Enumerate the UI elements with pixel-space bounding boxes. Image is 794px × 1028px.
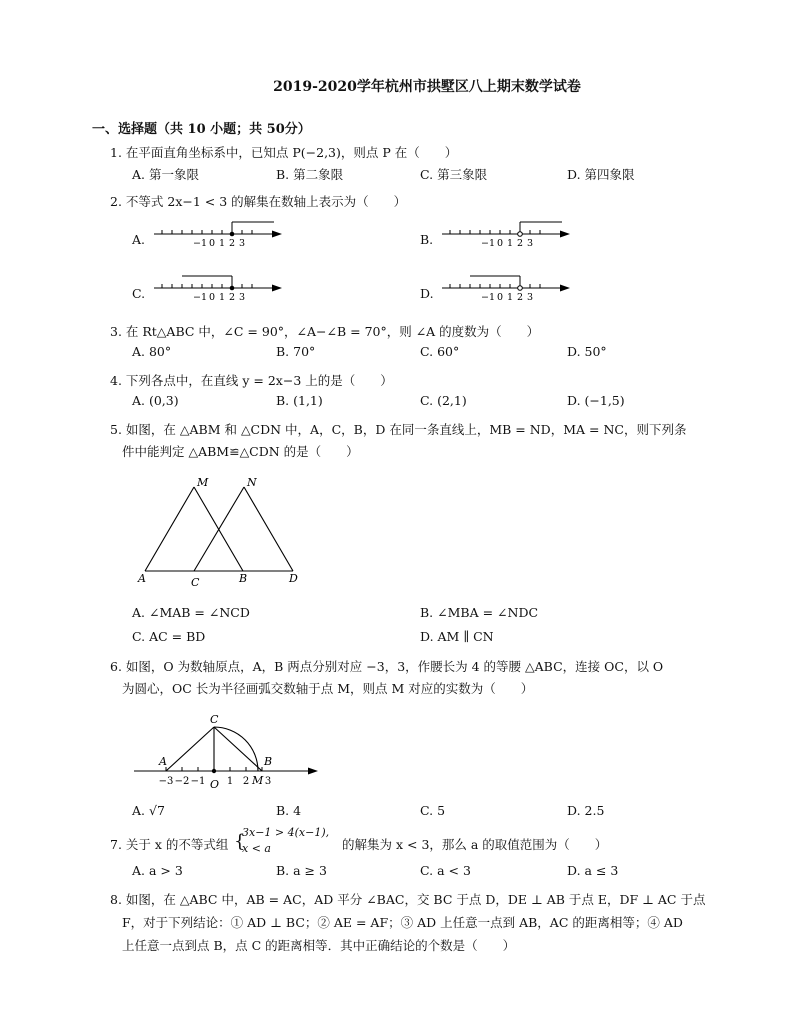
q6-option-b[interactable]: B. 4: [276, 803, 302, 818]
tick-label: 2: [516, 238, 524, 249]
tick-label: 1: [506, 292, 514, 303]
question-3-text: 3. 在 Rt△ABC 中，∠C = 90°，∠A−∠B = 70°，则 ∠A 的度数为（ ）: [110, 324, 540, 339]
tick-label: 3: [238, 238, 246, 249]
q1-option-a[interactable]: A. 第一象限: [132, 167, 199, 182]
tick-label: 2: [228, 292, 236, 303]
q3-option-c[interactable]: C. 60°: [420, 344, 460, 359]
question-8-line-2: F，对于下列结论：① AD ⊥ BC；② AE = AF；③ AD 上任意一点到 AB，AC 的距离相等；④ AD: [122, 915, 683, 930]
tick-label: 3: [238, 292, 246, 303]
tick-label: −1: [192, 292, 208, 303]
number-line-arc-figure: [128, 708, 328, 794]
q5-option-b[interactable]: B. ∠MBA = ∠NDC: [420, 605, 539, 620]
tick-label: 0: [208, 292, 216, 303]
tick-label: 3: [526, 238, 534, 249]
q1-option-d[interactable]: D. 第四象限: [567, 167, 635, 182]
q6-option-c[interactable]: C. 5: [420, 803, 446, 818]
triangles-figure: [135, 472, 310, 590]
label-m: M: [252, 774, 264, 787]
question-2-text: 2. 不等式 2x−1 < 3 的解集在数轴上表示为（ ）: [110, 194, 407, 209]
q5-option-a[interactable]: A. ∠MAB = ∠NCD: [132, 605, 250, 620]
q2-option-a[interactable]: A.: [132, 232, 146, 247]
label-b: B: [264, 755, 273, 768]
number-line-b: [436, 218, 576, 252]
number-line-d: [436, 272, 576, 306]
section-heading: 一、选择题（共 10 小题；共 50分）: [92, 122, 311, 137]
label-c: C: [191, 576, 200, 589]
label-d: D: [289, 572, 298, 585]
q3-option-b[interactable]: B. 70°: [276, 344, 316, 359]
tick-label: 3: [526, 292, 534, 303]
tick-label: −3: [158, 776, 174, 787]
q6-option-a[interactable]: A. √7: [132, 803, 165, 818]
label-o: O: [210, 778, 220, 791]
label-m: M: [197, 476, 209, 489]
tick-label: 2: [228, 238, 236, 249]
page-title: 2019-2020学年杭州市拱墅区八上期末数学试卷: [273, 79, 581, 95]
q7-option-c[interactable]: C. a < 3: [420, 863, 471, 878]
q5-option-d[interactable]: D. AM ∥ CN: [420, 629, 494, 644]
tick-label: 1: [218, 292, 226, 303]
tick-label: −1: [480, 292, 496, 303]
q7-option-b[interactable]: B. a ≥ 3: [276, 863, 327, 878]
tick-label: 1: [226, 776, 234, 787]
tick-label: −1: [192, 238, 208, 249]
tick-label: −1: [190, 776, 206, 787]
label-b: B: [239, 572, 248, 585]
q4-option-b[interactable]: B. (1,1): [276, 393, 323, 408]
tick-label: −2: [174, 776, 190, 787]
q6-option-d[interactable]: D. 2.5: [567, 803, 605, 818]
q4-option-a[interactable]: A. (0,3): [132, 393, 179, 408]
q1-option-c[interactable]: C. 第三象限: [420, 167, 488, 182]
question-6-line-1: 6. 如图，O 为数轴原点，A，B 两点分别对应 −3，3，作腰长为 4 的等腰 △ABC，连接 OC，以 O: [110, 659, 664, 674]
q7-option-a[interactable]: A. a > 3: [132, 863, 183, 878]
tick-label: 1: [506, 238, 514, 249]
question-8-line-3: 上任意一点到点 B，点 C 的距离相等．其中正确结论的个数是（ ）: [122, 938, 516, 953]
label-n: N: [247, 476, 257, 489]
q5-option-c[interactable]: C. AC = BD: [132, 629, 206, 644]
label-a: A: [159, 755, 167, 768]
question-7-prefix: 7. 关于 x 的不等式组: [110, 837, 229, 852]
tick-label: −1: [480, 238, 496, 249]
question-8-line-1: 8. 如图，在 △ABC 中，AB = AC，AD 平分 ∠BAC，交 BC 于点 D，DE ⊥ AB 于点 E，DF ⊥ AC 于点: [110, 892, 706, 907]
number-line-c: [148, 272, 288, 306]
tick-label: 3: [264, 776, 272, 787]
system-line-2: x < a: [242, 842, 271, 855]
question-5-line-2: 件中能判定 △ABM≌△CDN 的是（ ）: [122, 444, 359, 459]
question-1-text: 1. 在平面直角坐标系中，已知点 P(−2,3)，则点 P 在（ ）: [110, 145, 458, 160]
q4-option-c[interactable]: C. (2,1): [420, 393, 467, 408]
q3-option-a[interactable]: A. 80°: [132, 344, 172, 359]
system-brace: {: [234, 831, 246, 852]
q2-option-b[interactable]: B.: [420, 232, 434, 247]
tick-label: 0: [208, 238, 216, 249]
tick-label: 2: [516, 292, 524, 303]
question-6-line-2: 为圆心，OC 长为半径画弧交数轴于点 M，则点 M 对应的实数为（ ）: [122, 681, 534, 696]
tick-label: 0: [496, 238, 504, 249]
question-5-line-1: 5. 如图，在 △ABM 和 △CDN 中，A，C，B，D 在同一条直线上，MB = ND，MA = NC，则下列条: [110, 422, 687, 437]
q2-option-d[interactable]: D.: [420, 286, 434, 301]
q3-option-d[interactable]: D. 50°: [567, 344, 607, 359]
system-line-1: 3x−1 > 4(x−1),: [242, 826, 330, 839]
number-line-a: [148, 218, 288, 252]
q4-option-d[interactable]: D. (−1,5): [567, 393, 625, 408]
tick-label: 0: [496, 292, 504, 303]
q2-option-c[interactable]: C.: [132, 286, 146, 301]
q1-option-b[interactable]: B. 第二象限: [276, 167, 344, 182]
tick-label: 2: [242, 776, 250, 787]
question-4-text: 4. 下列各点中，在直线 y = 2x−3 上的是（ ）: [110, 373, 393, 388]
q7-option-d[interactable]: D. a ≤ 3: [567, 863, 619, 878]
tick-label: 1: [218, 238, 226, 249]
question-7-suffix: 的解集为 x < 3，那么 a 的取值范围为（ ）: [342, 837, 608, 852]
label-c: C: [210, 713, 219, 726]
label-a: A: [138, 572, 146, 585]
